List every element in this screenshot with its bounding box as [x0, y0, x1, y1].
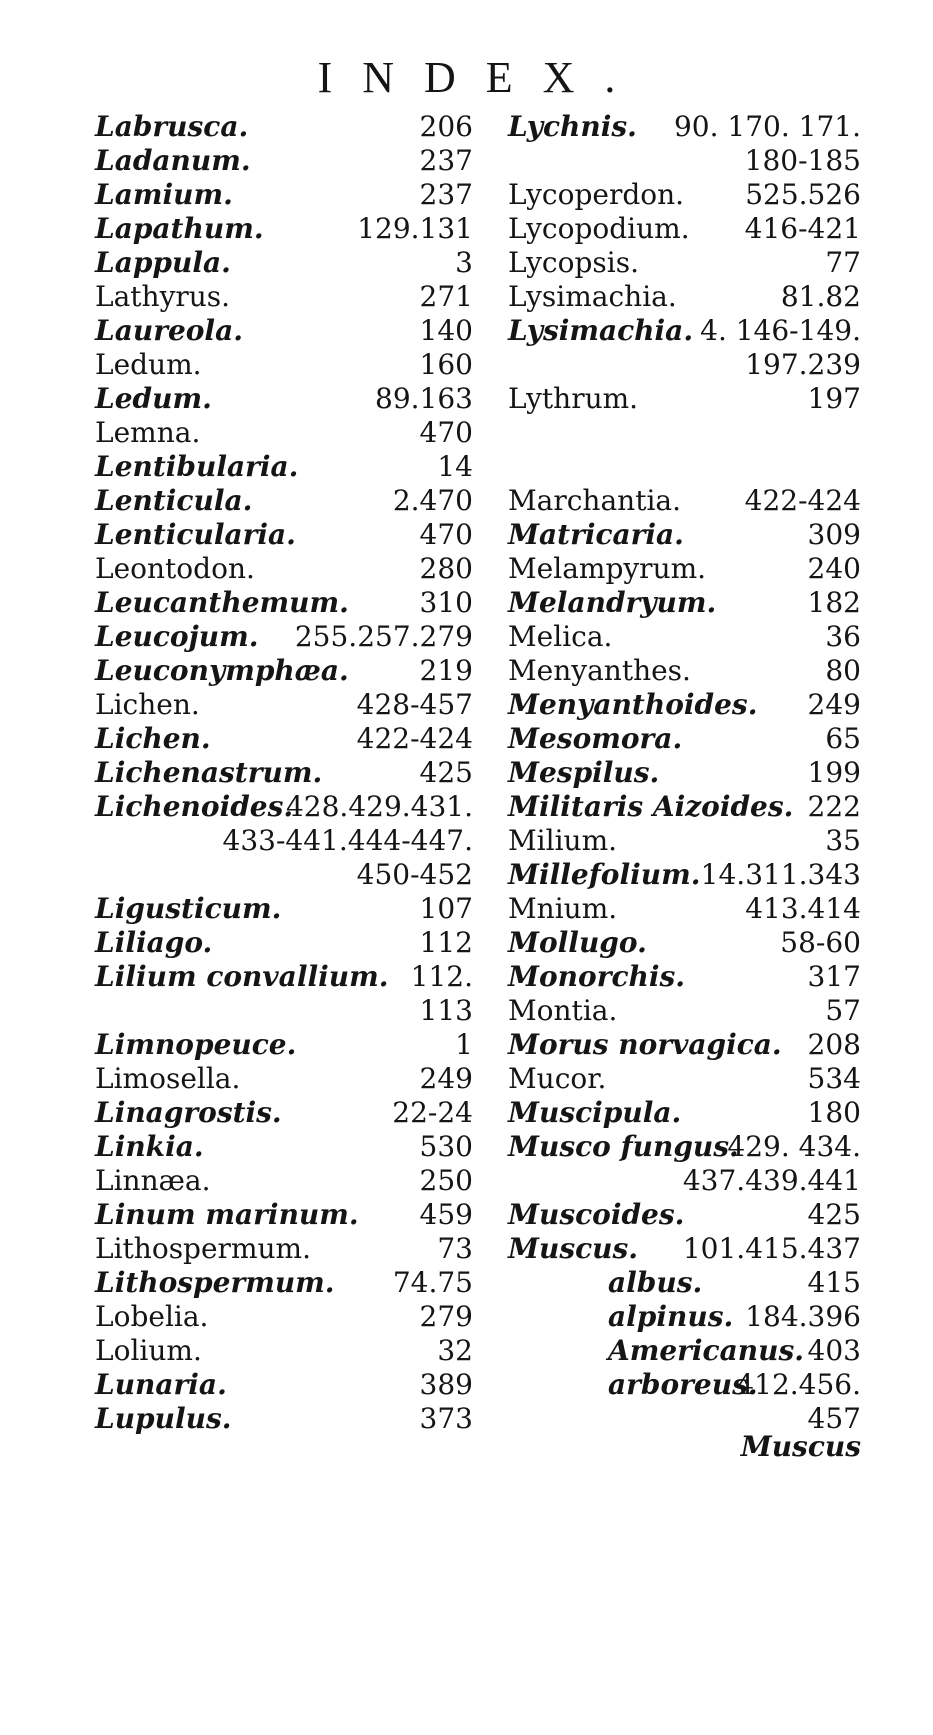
- index-entry: [95, 790, 473, 824]
- index-term: Ladanum.: [95, 144, 251, 177]
- index-term: Lichen.: [95, 722, 211, 755]
- page-numbers: 89.163: [375, 382, 473, 415]
- index-entry: [95, 654, 473, 688]
- page-numbers: 32: [437, 1334, 473, 1367]
- page-numbers: 81.82: [780, 280, 861, 313]
- index-entry: [508, 1028, 861, 1062]
- index-entry: [508, 382, 861, 416]
- index-term: Lathyrus.: [95, 280, 231, 313]
- index-entry: [508, 178, 861, 212]
- index-entry: [95, 1096, 473, 1130]
- index-term: arboreus.: [608, 1368, 758, 1401]
- index-entry: [95, 1232, 473, 1266]
- page-numbers: 470: [419, 416, 473, 449]
- page-numbers: 3: [455, 246, 473, 279]
- page-numbers: 101.415.437: [682, 1232, 861, 1265]
- page-numbers: 182: [807, 586, 861, 619]
- index-entry: [95, 858, 473, 892]
- index-entry: [508, 790, 861, 824]
- index-entry: [508, 756, 861, 790]
- index-entry: [508, 314, 861, 348]
- index-entry: [95, 1164, 473, 1198]
- index-entry: [508, 144, 861, 178]
- index-term: Lithospermum.: [95, 1266, 335, 1299]
- page-numbers: 373: [419, 1402, 473, 1435]
- page-numbers: 237: [419, 178, 473, 211]
- index-term: albus.: [608, 1266, 703, 1299]
- index-entry: [95, 484, 473, 518]
- index-entry: [508, 1096, 861, 1130]
- index-term: Limnopeuce.: [95, 1028, 297, 1061]
- index-entry: [508, 110, 861, 144]
- blank-line: [508, 416, 861, 450]
- index-entry: [508, 484, 861, 518]
- page-numbers: 2.470: [392, 484, 473, 517]
- index-entry: [508, 960, 861, 994]
- page-numbers: 255.257.279: [294, 620, 473, 653]
- index-term: Linagrostis.: [95, 1096, 282, 1129]
- page-numbers: 219: [419, 654, 473, 687]
- page-numbers: 279: [419, 1300, 473, 1333]
- page-numbers: 237: [419, 144, 473, 177]
- index-term: Montia.: [508, 994, 618, 1027]
- page-numbers: 415: [807, 1266, 861, 1299]
- index-term: Lycopodium.: [508, 212, 690, 245]
- index-entry: [95, 1198, 473, 1232]
- page-numbers: 457: [807, 1402, 861, 1435]
- index-term: Lysimachia.: [508, 314, 694, 347]
- index-entry: [95, 314, 473, 348]
- index-term: Muscus.: [508, 1232, 639, 1265]
- index-term: Ledum.: [95, 348, 202, 381]
- page-numbers: 22-24: [392, 1096, 473, 1129]
- index-entry: [95, 178, 473, 212]
- page-numbers: 107: [419, 892, 473, 925]
- page-numbers: 160: [419, 348, 473, 381]
- index-term: Menyanthes.: [508, 654, 691, 687]
- index-term: Ledum.: [95, 382, 212, 415]
- page-numbers: 428.429.431.: [285, 790, 473, 823]
- index-term: Melica.: [508, 620, 613, 653]
- index-term: Lichenoides.: [95, 790, 294, 823]
- index-entry: [95, 552, 473, 586]
- index-entry: [95, 450, 473, 484]
- index-entry: [508, 518, 861, 552]
- index-term: Laureola.: [95, 314, 243, 347]
- index-entry: [95, 994, 473, 1028]
- index-term: Mucor.: [508, 1062, 607, 1095]
- index-term: Lunaria.: [95, 1368, 227, 1401]
- index-entry: [508, 1164, 861, 1198]
- page-numbers: 389: [419, 1368, 473, 1401]
- index-term: Lenticula.: [95, 484, 253, 517]
- index-term: Lychnis.: [508, 110, 637, 143]
- index-term: Muscoides.: [508, 1198, 685, 1231]
- index-entry: [95, 1130, 473, 1164]
- index-entry: [508, 1232, 861, 1266]
- index-entry: [508, 1300, 861, 1334]
- page-numbers: 240: [807, 552, 861, 585]
- page-numbers: 412.456.: [736, 1368, 861, 1401]
- index-entry: [508, 552, 861, 586]
- index-term: Lythrum.: [508, 382, 639, 415]
- index-term: Lichenastrum.: [95, 756, 323, 789]
- page-numbers: 416-421: [744, 212, 861, 245]
- page-numbers: 437.439.441: [682, 1164, 861, 1197]
- index-entry: [95, 756, 473, 790]
- page-numbers: 534: [807, 1062, 861, 1095]
- index-term: Limosella.: [95, 1062, 241, 1095]
- index-entry: [508, 654, 861, 688]
- page-numbers: 57: [825, 994, 861, 1027]
- page-numbers: 35: [825, 824, 861, 857]
- index-term: Lysimachia.: [508, 280, 677, 313]
- index-entry: [95, 382, 473, 416]
- index-entry: [95, 212, 473, 246]
- page-numbers: 90. 170. 171.: [673, 110, 861, 143]
- page-numbers: 459: [419, 1198, 473, 1231]
- index-entry: [508, 348, 861, 382]
- page-numbers: 250: [419, 1164, 473, 1197]
- index-term: Lolium.: [95, 1334, 202, 1367]
- index-entry: [508, 994, 861, 1028]
- index-term: Monorchis.: [508, 960, 686, 993]
- index-term: Lentibularia.: [95, 450, 299, 483]
- page-numbers: 428-457: [356, 688, 473, 721]
- page-numbers: 112.: [410, 960, 473, 993]
- index-entry: [95, 246, 473, 280]
- index-entry: [508, 824, 861, 858]
- index-entry: [95, 824, 473, 858]
- page-numbers: 14.311.343: [700, 858, 861, 891]
- index-entry: [95, 960, 473, 994]
- index-entry: [95, 1300, 473, 1334]
- page-numbers: 280: [419, 552, 473, 585]
- page-numbers: 112: [419, 926, 473, 959]
- index-entry: [508, 892, 861, 926]
- page-numbers: 113: [419, 994, 473, 1027]
- page-numbers: 309: [807, 518, 861, 551]
- index-entry: [95, 518, 473, 552]
- page-numbers: 80: [825, 654, 861, 687]
- index-term: Lamium.: [95, 178, 233, 211]
- page-numbers: 180-185: [744, 144, 861, 177]
- index-entry: [508, 688, 861, 722]
- index-term: Musco fungus.: [508, 1130, 739, 1163]
- index-entry: [95, 688, 473, 722]
- page-numbers: 129.131: [357, 212, 473, 245]
- index-term: Leontodon.: [95, 552, 255, 585]
- page-numbers: 199: [807, 756, 861, 789]
- index-term: Lithospermum.: [95, 1232, 311, 1265]
- index-term: Lobelia.: [95, 1300, 209, 1333]
- page-numbers: 425: [419, 756, 473, 789]
- index-term: Muscipula.: [508, 1096, 682, 1129]
- page-numbers: 271: [419, 280, 473, 313]
- index-entry: [508, 280, 861, 314]
- index-entry: [95, 144, 473, 178]
- index-entry: [95, 1266, 473, 1300]
- index-term: Lupulus.: [95, 1402, 232, 1435]
- index-entry: [508, 722, 861, 756]
- index-entry: [95, 926, 473, 960]
- index-term: Americanus.: [608, 1334, 804, 1367]
- index-term: Linum marinum.: [95, 1198, 359, 1231]
- blank-line: [508, 450, 861, 484]
- page-numbers: 425: [807, 1198, 861, 1231]
- index-entry: [508, 212, 861, 246]
- index-term: Matricaria.: [508, 518, 684, 551]
- index-entry: [508, 1368, 861, 1402]
- index-term: Lapathum.: [95, 212, 264, 245]
- page-numbers: 4. 146-149.: [700, 314, 861, 347]
- index-entry: [95, 1062, 473, 1096]
- page-numbers: 422-424: [356, 722, 473, 755]
- index-term: alpinus.: [608, 1300, 734, 1333]
- page-numbers: 310: [419, 586, 473, 619]
- page-numbers: 184.396: [745, 1300, 861, 1333]
- index-term: Mnium.: [508, 892, 618, 925]
- index-term: Mollugo.: [508, 926, 647, 959]
- index-term: Millefolium.: [508, 858, 701, 891]
- index-entry: [95, 1402, 473, 1436]
- page-numbers: 525.526: [745, 178, 861, 211]
- index-term: Leucanthemum.: [95, 586, 349, 619]
- index-entry: [508, 1266, 861, 1300]
- page-numbers: 58-60: [780, 926, 861, 959]
- index-entry: [95, 280, 473, 314]
- index-entry: [508, 620, 861, 654]
- page-numbers: 208: [807, 1028, 861, 1061]
- page-numbers: 470: [419, 518, 473, 551]
- index-term: Mespilus.: [508, 756, 660, 789]
- page-numbers: 197: [807, 382, 861, 415]
- index-term: Lilium convallium.: [95, 960, 389, 993]
- index-entry: [508, 1198, 861, 1232]
- page-numbers: 422-424: [744, 484, 861, 517]
- index-term: Lenticularia.: [95, 518, 296, 551]
- index-term: Labrusca.: [95, 110, 249, 143]
- index-term: Lycopsis.: [508, 246, 639, 279]
- index-entry: [95, 892, 473, 926]
- index-term: Morus norvagica.: [508, 1028, 782, 1061]
- index-term: Melandryum.: [508, 586, 717, 619]
- index-entry: [95, 1334, 473, 1368]
- index-entry: [508, 926, 861, 960]
- page-numbers: 74.75: [392, 1266, 473, 1299]
- index-entry: [95, 348, 473, 382]
- page-numbers: 317: [807, 960, 861, 993]
- index-entry: [508, 586, 861, 620]
- page-numbers: 14: [437, 450, 473, 483]
- index-term: Liliago.: [95, 926, 213, 959]
- index-entry: [508, 246, 861, 280]
- index-column-right: [508, 110, 861, 1436]
- page-numbers: 180: [807, 1096, 861, 1129]
- page-numbers: 36: [825, 620, 861, 653]
- index-column-left: [95, 110, 473, 1436]
- index-term: Lemna.: [95, 416, 201, 449]
- index-entry: [508, 1062, 861, 1096]
- index-entry: [508, 1334, 861, 1368]
- index-term: Leuconymphæa.: [95, 654, 349, 687]
- index-entry: [95, 110, 473, 144]
- page-numbers: 403: [807, 1334, 861, 1367]
- index-term: Lichen.: [95, 688, 200, 721]
- index-term: Mesomora.: [508, 722, 683, 755]
- index-entry: [95, 620, 473, 654]
- index-term: Ligusticum.: [95, 892, 282, 925]
- index-term: Linnæa.: [95, 1164, 211, 1197]
- index-entry: [95, 416, 473, 450]
- page-numbers: 433-441.444-447.: [222, 824, 473, 857]
- index-term: Leucojum.: [95, 620, 259, 653]
- page-numbers: 413.414: [745, 892, 861, 925]
- index-term: Lappula.: [95, 246, 231, 279]
- page-numbers: 140: [419, 314, 473, 347]
- index-term: Linkia.: [95, 1130, 204, 1163]
- index-term: Milium.: [508, 824, 618, 857]
- index-entry: [95, 586, 473, 620]
- index-term: Lycoperdon.: [508, 178, 685, 211]
- page-numbers: 73: [437, 1232, 473, 1265]
- index-entry: [95, 722, 473, 756]
- index-term: Marchantia.: [508, 484, 681, 517]
- index-entry: [95, 1028, 473, 1062]
- page-numbers: 77: [825, 246, 861, 279]
- page-numbers: 249: [807, 688, 861, 721]
- page-numbers: 450-452: [356, 858, 473, 891]
- page-numbers: 65: [825, 722, 861, 755]
- page-numbers: 530: [419, 1130, 473, 1163]
- index-term: Militaris Aizoides.: [508, 790, 794, 823]
- page-numbers: 249: [419, 1062, 473, 1095]
- page-numbers: 429. 434.: [727, 1130, 861, 1163]
- page-numbers: 197.239: [745, 348, 861, 381]
- index-entry: [95, 1368, 473, 1402]
- page-title: INDEX.: [317, 53, 646, 102]
- index-entry: [508, 858, 861, 892]
- page-numbers: 206: [419, 110, 473, 143]
- page-numbers: 1: [455, 1028, 473, 1061]
- index-term: Menyanthoides.: [508, 688, 758, 721]
- index-term: Melampyrum.: [508, 552, 707, 585]
- page-numbers: 222: [807, 790, 861, 823]
- catchword-area: [508, 1430, 861, 1464]
- index-entry: [508, 1130, 861, 1164]
- catchword: Muscus: [740, 1430, 861, 1463]
